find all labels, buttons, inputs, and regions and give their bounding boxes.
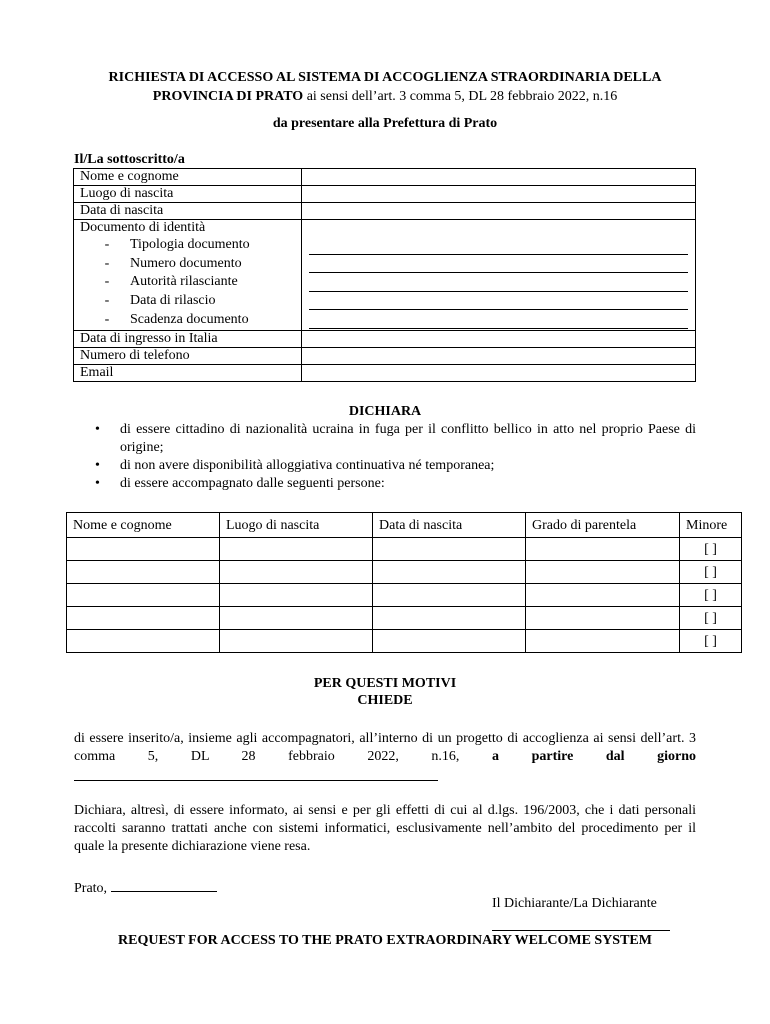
column-header: Nome e cognome (67, 513, 220, 538)
dash: - (104, 311, 110, 327)
doc-authority-field[interactable] (309, 275, 688, 292)
table-row (74, 203, 696, 220)
table-row (74, 364, 696, 381)
place-label: Prato, (74, 881, 108, 896)
column-header: Luogo di nascita (220, 513, 373, 538)
column-header: Data di nascita (373, 513, 526, 538)
doc-number-item (80, 255, 295, 274)
name-label: Nome e cognome (74, 169, 302, 186)
minor-checkbox[interactable]: [ ] (680, 630, 742, 653)
list-item: • di essere cittadino di nazionalità ucraina in fuga per il conflitto bellico in atto nel proprio Paese di origine; (92, 421, 696, 457)
companion-name-cell[interactable] (67, 584, 220, 607)
doc-number-label: Numero documento (130, 255, 242, 271)
name-field[interactable] (302, 169, 696, 186)
companion-birthplace-cell[interactable] (220, 630, 373, 653)
doc-authority-label: Autorità rilasciante (130, 274, 238, 290)
list-item: • di non avere disponibilità alloggiativa continuativa né temporanea; (92, 457, 696, 475)
request-paragraph (74, 730, 696, 787)
companion-birthplace-cell[interactable] (220, 561, 373, 584)
phone-field[interactable] (302, 347, 696, 364)
id-document-cell (74, 220, 302, 331)
birthplace-field[interactable] (302, 186, 696, 203)
birthdate-field[interactable] (302, 203, 696, 220)
table-header-row (67, 513, 742, 538)
email-label: Email (74, 364, 302, 381)
email-field[interactable] (302, 364, 696, 381)
doc-issue-date-label: Data di rilascio (130, 293, 216, 309)
minor-checkbox[interactable]: [ ] (680, 607, 742, 630)
minor-checkbox[interactable]: [ ] (680, 561, 742, 584)
list-item: • di essere accompagnato dalle seguenti persone: (92, 475, 696, 493)
companion-birthdate-cell[interactable] (373, 538, 526, 561)
table-row (67, 561, 742, 584)
table-row (67, 584, 742, 607)
doc-expiry-field[interactable] (309, 312, 688, 329)
privacy-paragraph: Dichiara, altresì, di essere informato, ai sensi e per gli effetti di cui al d.lgs. 196/2003, che i dati personali raccolti saranno trattati anche con sistemi informatici, esclusivamente nell’ambito del procedimento per il quale la presente dichiarazione viene resa. (74, 803, 696, 854)
companion-birthdate-cell[interactable] (373, 561, 526, 584)
companion-relation-cell[interactable] (526, 584, 680, 607)
table-row (67, 538, 742, 561)
signature-field[interactable] (492, 930, 670, 931)
dash: - (104, 237, 110, 253)
signer-label: Il Dichiarante/La Dichiarante (492, 896, 657, 911)
date-field[interactable] (111, 878, 217, 892)
table-row (74, 169, 696, 186)
doc-expiry-label: Scadenza documento (130, 311, 249, 327)
start-date-field[interactable] (74, 766, 438, 781)
companion-name-cell[interactable] (67, 607, 220, 630)
companions-table (66, 512, 742, 653)
phone-label: Numero di telefono (74, 347, 302, 364)
title-legal-reference: ai sensi dell’art. 3 comma 5, DL 28 febbraio 2022, n.16 (306, 89, 618, 104)
companion-birthdate-cell[interactable] (373, 607, 526, 630)
doc-type-label: Tipologia documento (130, 237, 250, 253)
doc-type-item (80, 236, 295, 255)
companion-name-cell[interactable] (67, 561, 220, 584)
title-line-1: RICHIESTA DI ACCESSO AL SISTEMA DI ACCOGLIENZA STRAORDINARIA DELLA (108, 70, 662, 85)
companion-name-cell[interactable] (67, 538, 220, 561)
id-document-fields (302, 220, 696, 331)
doc-type-field[interactable] (309, 238, 688, 255)
chiede-heading: CHIEDE (357, 693, 413, 708)
dash: - (104, 293, 110, 309)
doc-issue-date-item (80, 292, 295, 311)
request-text: di essere inserito/a, insieme agli accompagnatori, all’interno di un progetto di accoglienza ai sensi dell’art. 3 comma 5, DL 28 febbraio 2022, n.16, (74, 731, 696, 764)
doc-authority-item (80, 273, 295, 292)
companion-birthplace-cell[interactable] (220, 538, 373, 561)
dash: - (104, 255, 110, 271)
doc-number-field[interactable] (309, 257, 688, 274)
column-header: Minore (680, 513, 742, 538)
table-row (74, 347, 696, 364)
table-row (74, 186, 696, 203)
companion-name-cell[interactable] (67, 630, 220, 653)
document-subtitle: da presentare alla Prefettura di Prato (272, 116, 498, 131)
doc-expiry-item (80, 310, 295, 329)
personal-info-table (73, 168, 696, 382)
minor-checkbox[interactable]: [ ] (680, 538, 742, 561)
birthdate-label: Data di nascita (74, 203, 302, 220)
table-row (74, 330, 696, 347)
column-header: Grado di parentela (526, 513, 680, 538)
birthplace-label: Luogo di nascita (74, 186, 302, 203)
companion-relation-cell[interactable] (526, 607, 680, 630)
companion-birthplace-cell[interactable] (220, 584, 373, 607)
companion-birthplace-cell[interactable] (220, 607, 373, 630)
doc-issue-date-field[interactable] (309, 294, 688, 311)
companion-relation-cell[interactable] (526, 630, 680, 653)
companion-birthdate-cell[interactable] (373, 630, 526, 653)
table-row (67, 607, 742, 630)
entry-date-field[interactable] (302, 330, 696, 347)
title-line-2: PROVINCIA DI PRATO (152, 89, 304, 104)
declaration-list (92, 421, 696, 493)
table-row (74, 220, 696, 331)
companion-relation-cell[interactable] (526, 561, 680, 584)
undersigned-label: Il/La sottoscritto/a (74, 152, 185, 167)
request-heading (60, 675, 710, 709)
declaration-heading: DICHIARA (348, 404, 422, 419)
place-date-line (74, 878, 217, 897)
reasons-heading: PER QUESTI MOTIVI (313, 676, 457, 691)
table-row (67, 630, 742, 653)
document-title (60, 68, 710, 106)
dash: - (104, 274, 110, 290)
id-document-label: Documento di identità (80, 220, 206, 235)
entry-date-label: Data di ingresso in Italia (74, 330, 302, 347)
english-title: REQUEST FOR ACCESS TO THE PRATO EXTRAORDINARY WELCOME SYSTEM (118, 933, 652, 948)
minor-checkbox[interactable]: [ ] (680, 584, 742, 607)
start-date-label: a partire dal giorno (492, 749, 697, 764)
companion-relation-cell[interactable] (526, 538, 680, 561)
companion-birthdate-cell[interactable] (373, 584, 526, 607)
